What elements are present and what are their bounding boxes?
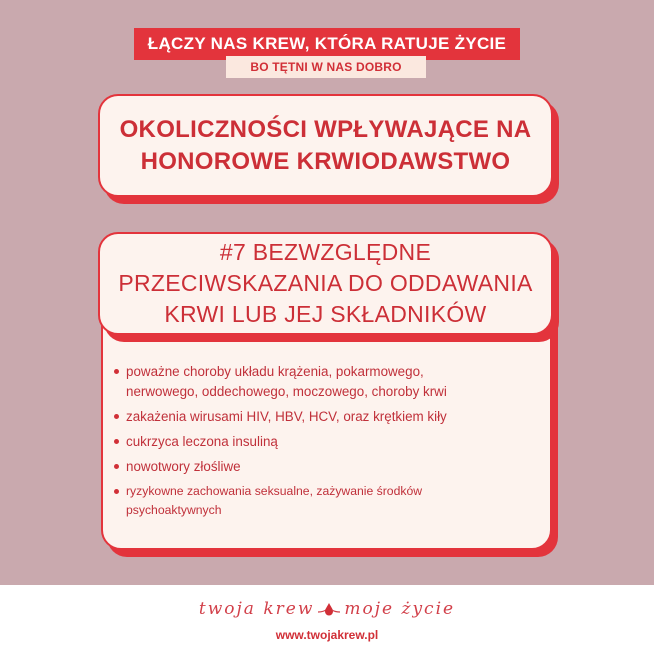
list-item [114,407,544,427]
brand-logo [0,595,654,623]
title-card [98,94,553,197]
section-heading-card [98,232,553,335]
list-item [114,432,544,452]
contraindications-list [114,362,544,525]
section-heading-line-1: #7 BEZWZGLĘDNE [219,239,432,265]
list-item-line: nerwowego, oddechowego, moczowego, choroby krwi [126,384,447,399]
page-title [120,114,532,178]
list-item-line: psychoaktywnych [126,503,222,517]
list-item [114,482,544,520]
website-link[interactable]: www.twojakrew.pl [275,628,379,642]
section-heading-line-3: KRWI LUB JEJ SKŁADNIKÓW [164,301,487,327]
list-item-line: cukrzyca leczona insuliną [126,434,278,449]
banner-main: ŁĄCZY NAS KREW, KTÓRA RATUJE ŻYCIE [134,28,520,60]
list-item-line: zakażenia wirusami HIV, HBV, HCV, oraz krętkiem kiły [126,409,447,424]
blood-drop-icon [318,602,340,616]
brand-text-right: moje życie [344,599,456,619]
list-item-line: poważne choroby układu krążenia, pokarmowego, [126,364,424,379]
list-item-line: nowotwory złośliwe [126,459,241,474]
brand-text-left: twoja krew [198,599,315,619]
list-item [114,362,544,402]
list-item [114,457,544,477]
section-heading [118,237,532,330]
title-line-2: HONOROWE KRWIODAWSTWO [140,147,511,175]
list-item-line: ryzykowne zachowania seksualne, zażywanie środków [126,484,423,498]
section-heading-line-2: PRZECIWSKAZANIA DO ODDAWANIA [118,270,533,296]
banner-subtitle: BO TĘTNI W NAS DOBRO [226,56,426,78]
title-line-1: OKOLICZNOŚCI WPŁYWAJĄCE NA [119,115,532,143]
